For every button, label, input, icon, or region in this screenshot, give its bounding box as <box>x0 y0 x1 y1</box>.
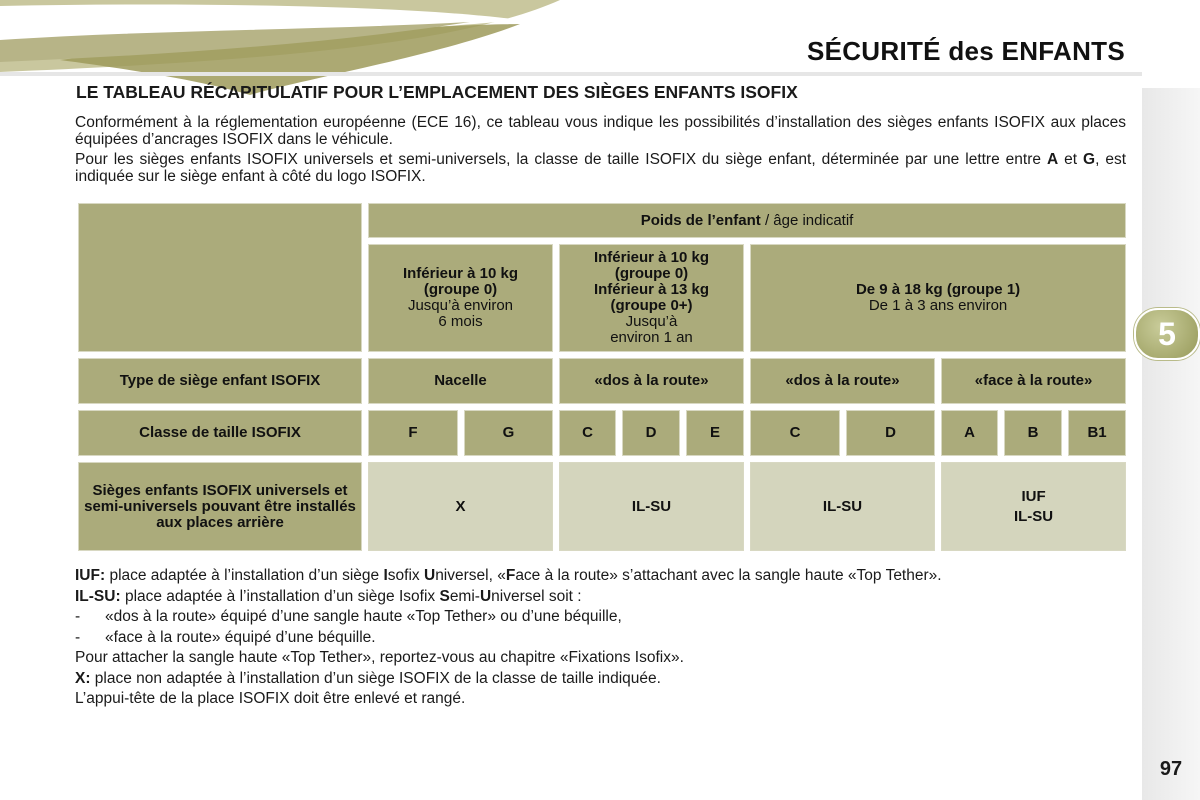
size-class-cell: F <box>368 410 458 456</box>
note-headrest: L’appui-tête de la place ISOFIX doit être enlevé et rangé. <box>75 690 466 707</box>
chapter-number-badge: 5 <box>1134 308 1200 360</box>
size-class-cell: C <box>750 410 840 456</box>
isofix-summary-table <box>72 197 1132 557</box>
row-label-rear-seats: Sièges enfants ISOFIX universels et semi-universels pouvant être installés aux places arrière <box>78 462 362 551</box>
table-corner-cell <box>78 203 362 352</box>
row-label-seat-type: Type de siège enfant ISOFIX <box>78 358 362 404</box>
note-x: X: place non adaptée à l’installation d’un siège ISOFIX de la classe de taille indiquée. <box>75 669 661 687</box>
weight-header: Poids de l’enfant / âge indicatif <box>368 203 1126 238</box>
size-class-cell: B <box>1004 410 1062 456</box>
section-title: LE TABLEAU RÉCAPITULATIF POUR L’EMPLACEMENT DES SIÈGES ENFANTS ISOFIX <box>76 82 798 102</box>
row-label-size-class: Classe de taille ISOFIX <box>78 410 362 456</box>
size-class-cell: G <box>464 410 553 456</box>
note-iuf: IUF: place adaptée à l’installation d’un siège Isofix Universel, «Face à la route» s’attachant avec la sangle haute «Top Tether». <box>75 567 942 584</box>
note-bullet: - «face à la route» équipé d’une béquille. <box>75 628 376 646</box>
side-strip <box>1142 88 1200 800</box>
intro-text <box>75 115 1126 189</box>
note-tether: Pour attacher la sangle haute «Top Tether», reportez-vous au chapitre «Fixations Isofix». <box>75 649 684 666</box>
seat-type-cell: «face à la route» <box>941 358 1126 404</box>
note-ilsu: IL-SU: place adaptée à l’installation d’un siège Isofix Semi-Universel soit : <box>75 587 582 605</box>
size-class-cell: B1 <box>1068 410 1126 456</box>
result-cell: IUF IL-SU <box>941 462 1126 551</box>
legend-notes <box>75 568 1126 712</box>
header-bar <box>0 72 1142 76</box>
result-cell: X <box>368 462 553 551</box>
group-0plus-header: Inférieur à 10 kg (groupe 0) Inférieur à 13 kg (groupe 0+) Jusqu’à environ 1 an <box>559 244 744 352</box>
size-class-cell: D <box>622 410 680 456</box>
result-cell: IL-SU <box>750 462 935 551</box>
seat-type-cell: «dos à la route» <box>750 358 935 404</box>
size-class-cell: A <box>941 410 998 456</box>
intro-paragraph-1: Conformément à la réglementation européenne (ECE 16), ce tableau vous indique les possibilités d’installation des sièges enfants ISOFIX aux places équipées d’ancrages ISOFIX dans le véhicule. <box>75 114 1126 148</box>
group-0-header: Inférieur à 10 kg (groupe 0) Jusqu’à environ 6 mois <box>368 244 553 352</box>
seat-type-cell: «dos à la route» <box>559 358 744 404</box>
intro-paragraph-2: Pour les sièges enfants ISOFIX universels et semi-universels, la classe de taille ISOFIX du siège enfant, déterminée par une lettre entre A et G, est indiquée sur le siège enfant à côté du logo ISOFIX. <box>75 151 1126 185</box>
size-class-cell: E <box>686 410 744 456</box>
group-1-header: De 9 à 18 kg (groupe 1) De 1 à 3 ans environ <box>750 244 1126 352</box>
seat-type-cell: Nacelle <box>368 358 553 404</box>
page-number: 97 <box>1159 758 1183 780</box>
size-class-cell: D <box>846 410 935 456</box>
size-class-cell: C <box>559 410 616 456</box>
chapter-title: SÉCURITÉ des ENFANTS <box>806 36 1125 66</box>
result-cell: IL-SU <box>559 462 744 551</box>
note-bullet: - «dos à la route» équipé d’une sangle haute «Top Tether» ou d’une béquille, <box>75 608 622 625</box>
